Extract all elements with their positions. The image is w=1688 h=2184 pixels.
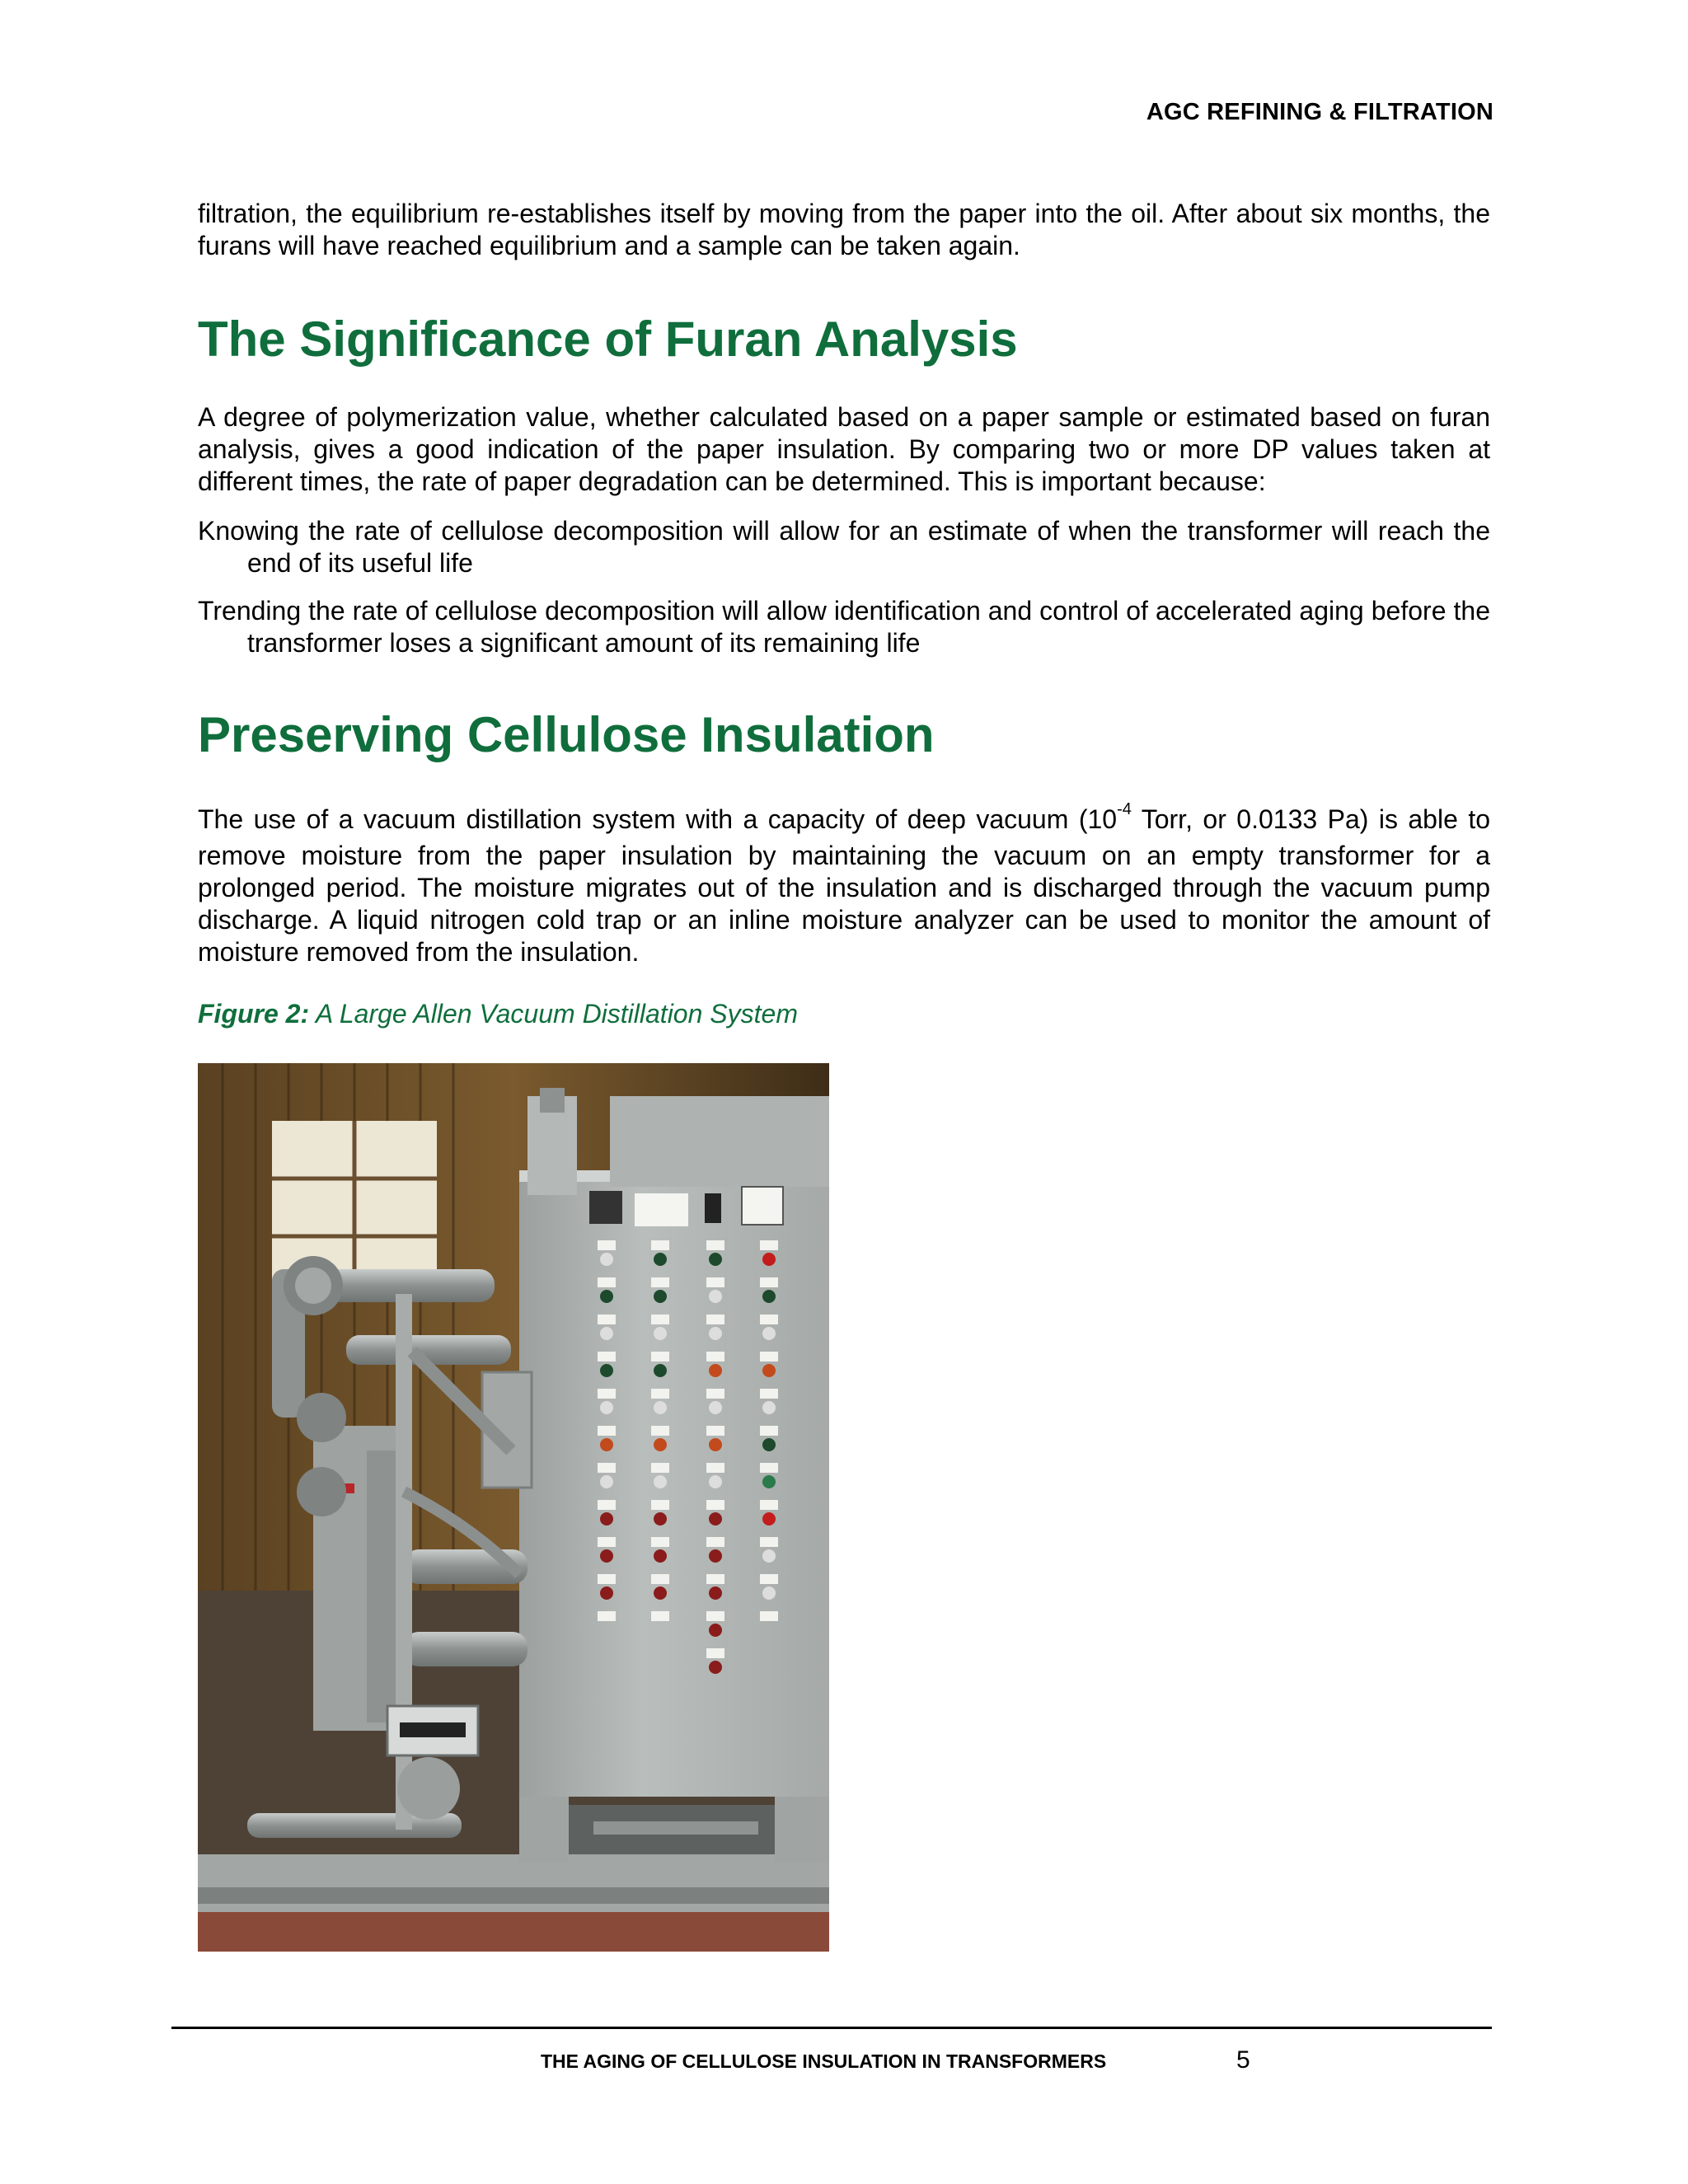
preserving-paragraph xyxy=(198,800,1491,968)
equipment-illustration xyxy=(198,1063,829,1952)
furan-paragraph xyxy=(198,401,1490,498)
footer-title: THE AGING OF CELLULOSE INSULATION IN TRANSFORMERS xyxy=(541,2050,1107,2072)
exponent: -4 xyxy=(1117,800,1132,818)
list-item: Knowing the rate of cellulose decomposition will allow for an estimate of when the transformer will reach the end of its useful life xyxy=(198,516,1490,578)
figure-caption xyxy=(198,999,798,1029)
figure-label: Figure 2: xyxy=(198,999,310,1029)
preserving-text xyxy=(198,800,1491,968)
page-number: 5 xyxy=(1236,2046,1250,2074)
intro-paragraph xyxy=(198,198,1490,262)
list-item: Trending the rate of cellulose decomposition will allow identification and control of accelerated aging before the transformer loses a significant amount of its remaining life xyxy=(198,596,1490,658)
vacuum-distillation-system-photo xyxy=(198,1063,829,1952)
running-header: AGC REFINING & FILTRATION xyxy=(1146,99,1493,125)
footer-divider xyxy=(171,2027,1492,2029)
preserving-text-end: Torr, or 0.0133 Pa) is able to remove moisture from the paper insulation by maintaining the vacuum on an empty transformer for a prolonged period. The moisture migrates out of the insulation and is discharged through the vacuum pump discharge. A liquid nitrogen cold trap or an inline moisture analyzer can be used to monitor the amount of moisture removed from the insulation. xyxy=(198,804,1491,967)
intro-text: filtration, the equilibrium re-establishes itself by moving from the paper into the oil. After about six months, the furans will have reached equilibrium and a sample can be taken again. xyxy=(198,199,1490,260)
furan-text: A degree of polymerization value, whether calculated based on a paper sample or estimated based on furan analysis, gives a good indication of the paper insulation. By comparing two or more DP values taken at different times, the rate of paper degradation can be determined. This is important because: xyxy=(198,402,1490,496)
section-heading-furan-analysis: The Significance of Furan Analysis xyxy=(198,312,1018,367)
figure-caption-text: A Large Allen Vacuum Distillation System xyxy=(309,999,798,1029)
preserving-text-start: The use of a vacuum distillation system with a capacity of deep vacuum (10 xyxy=(198,804,1118,834)
section-heading-preserving-insulation: Preserving Cellulose Insulation xyxy=(198,707,935,762)
